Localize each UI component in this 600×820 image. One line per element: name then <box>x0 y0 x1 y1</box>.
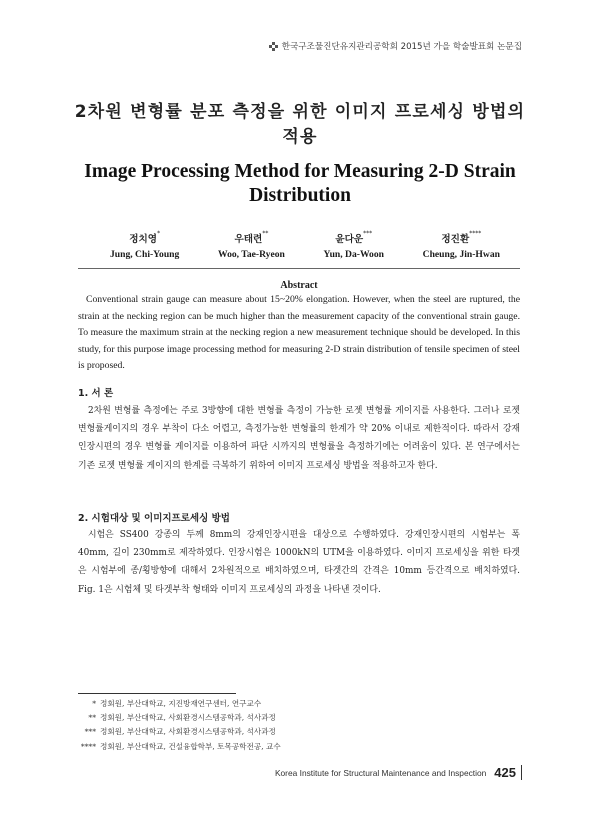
footer-institution: Korea Institute for Structural Maintenance and Inspection <box>274 767 487 778</box>
korean-title-line1: 2차원 변형률 분포 측정을 위한 이미지 프로세싱 방법의 <box>74 102 526 122</box>
author-name-ko: 윤다운 <box>335 234 364 245</box>
section-2-text: 시험은 SS400 강종의 두께 8mm의 강재인장시편을 대상으로 수행하였다. 강재인장시편의 시험부는 폭 40mm, 길이 230mm로 제작하였다. 인장시험은 1000kN의 UTM을 이용하였다. 이미지 프로세싱을 위한 타겟은 시험부에 종/횡방향에 대해서 2차원적으로 배치하였으며, 타겟간의 간격은 10mm 등간격으로 배치하였다. Fig. 1은 시험체 및 타겟부착 형태와 이미지 프로세싱의 과정을 나타낸 것이다. <box>78 530 520 595</box>
running-title: 한국구조물진단유지관리공학회 2015년 가을 학술발표회 논문집 <box>281 42 522 52</box>
abstract-text: Conventional strain gauge can measure about 15~20% elongation. However, when the steel are ruptured, the strain at the necking region can be much higher than the measurement capacity of the conventional strain gauge. To measure the maximum strain at the necking region a new measurement technique should be developed. In this study, for this purpose image processing method for measuring 2-D strain distribution of tensile specimen of steel is proposed. <box>78 294 520 372</box>
footnote-mark: ** <box>88 713 96 723</box>
section-1-heading: 1. 서 론 <box>78 388 114 399</box>
footnote-4 <box>78 740 281 754</box>
page-number: 425 <box>494 765 522 780</box>
footnote-divider <box>78 693 236 694</box>
author-1 <box>110 231 179 260</box>
author-name-en: Jung, Chi-Young <box>110 249 180 260</box>
footnotes <box>78 697 281 754</box>
author-mark: * <box>157 230 161 237</box>
page-footer <box>275 765 522 780</box>
footnote-mark: * <box>92 699 96 708</box>
abstract-heading: Abstract <box>280 280 318 291</box>
english-title <box>40 160 560 208</box>
author-name-en: Yun, Da-Woon <box>323 249 384 260</box>
author-name-ko: 우태련 <box>234 234 263 245</box>
author-4 <box>423 231 500 260</box>
author-2 <box>218 231 285 260</box>
author-name-ko: 정치영 <box>129 234 158 245</box>
english-title-line2: Distribution <box>249 185 351 206</box>
author-mark: *** <box>363 230 373 237</box>
author-name-en: Cheung, Jin-Hwan <box>422 249 500 260</box>
conference-logo-icon <box>269 42 278 51</box>
abstract-divider <box>78 268 520 269</box>
footnote-mark: **** <box>80 741 96 751</box>
footnote-3 <box>78 725 281 739</box>
footnote-text: 정회원, 부산대학교, 사회환경시스템공학과, 석사과정 <box>100 727 276 737</box>
section-1-text: 2차원 변형률 측정에는 주로 3방향에 대한 변형률 측정이 가능한 로젯 변형률 게이지를 사용한다. 그러나 로젯 변형률게이지의 경우 부착이 다소 어렵고, 측정가능한 변형률의 한계가 약 20% 이내로 제한적이다. 따라서 강재 인장시편의 경우 변형률 게이지를 이용하여 파단 시까지의 변형률을 측정하기에는 어려움이 있다. 본 연구에서는 기존 로젯 변형률 게이지의 한계를 극복하기 위하여 이미지 프로세싱 방법을 적용하고자 한다. <box>78 406 520 471</box>
running-header <box>269 40 522 52</box>
footnote-text: 정회원, 부산대학교, 사회환경시스템공학과, 석사과정 <box>100 713 276 723</box>
author-name-en: Woo, Tae-Ryeon <box>218 249 285 260</box>
english-title-line1: Image Processing Method for Measuring 2-D Strain <box>84 161 516 182</box>
footnote-2 <box>78 711 281 725</box>
author-mark: ** <box>262 230 269 237</box>
korean-title-line2: 적용 <box>282 127 318 147</box>
author-mark: **** <box>469 230 482 237</box>
author-3 <box>324 231 384 260</box>
footnote-text: 정회원, 부산대학교, 건설융합학부, 토목공학전공, 교수 <box>100 741 281 751</box>
section-2-heading: 2. 시험대상 및 이미지프로세싱 방법 <box>78 513 230 524</box>
author-list <box>110 231 500 260</box>
korean-title <box>40 100 560 150</box>
footnote-1 <box>78 697 281 711</box>
footnote-text: 정회원, 부산대학교, 지진방재연구센터, 연구교수 <box>100 699 262 708</box>
footnote-mark: *** <box>84 727 96 737</box>
author-name-ko: 정진환 <box>441 234 470 245</box>
